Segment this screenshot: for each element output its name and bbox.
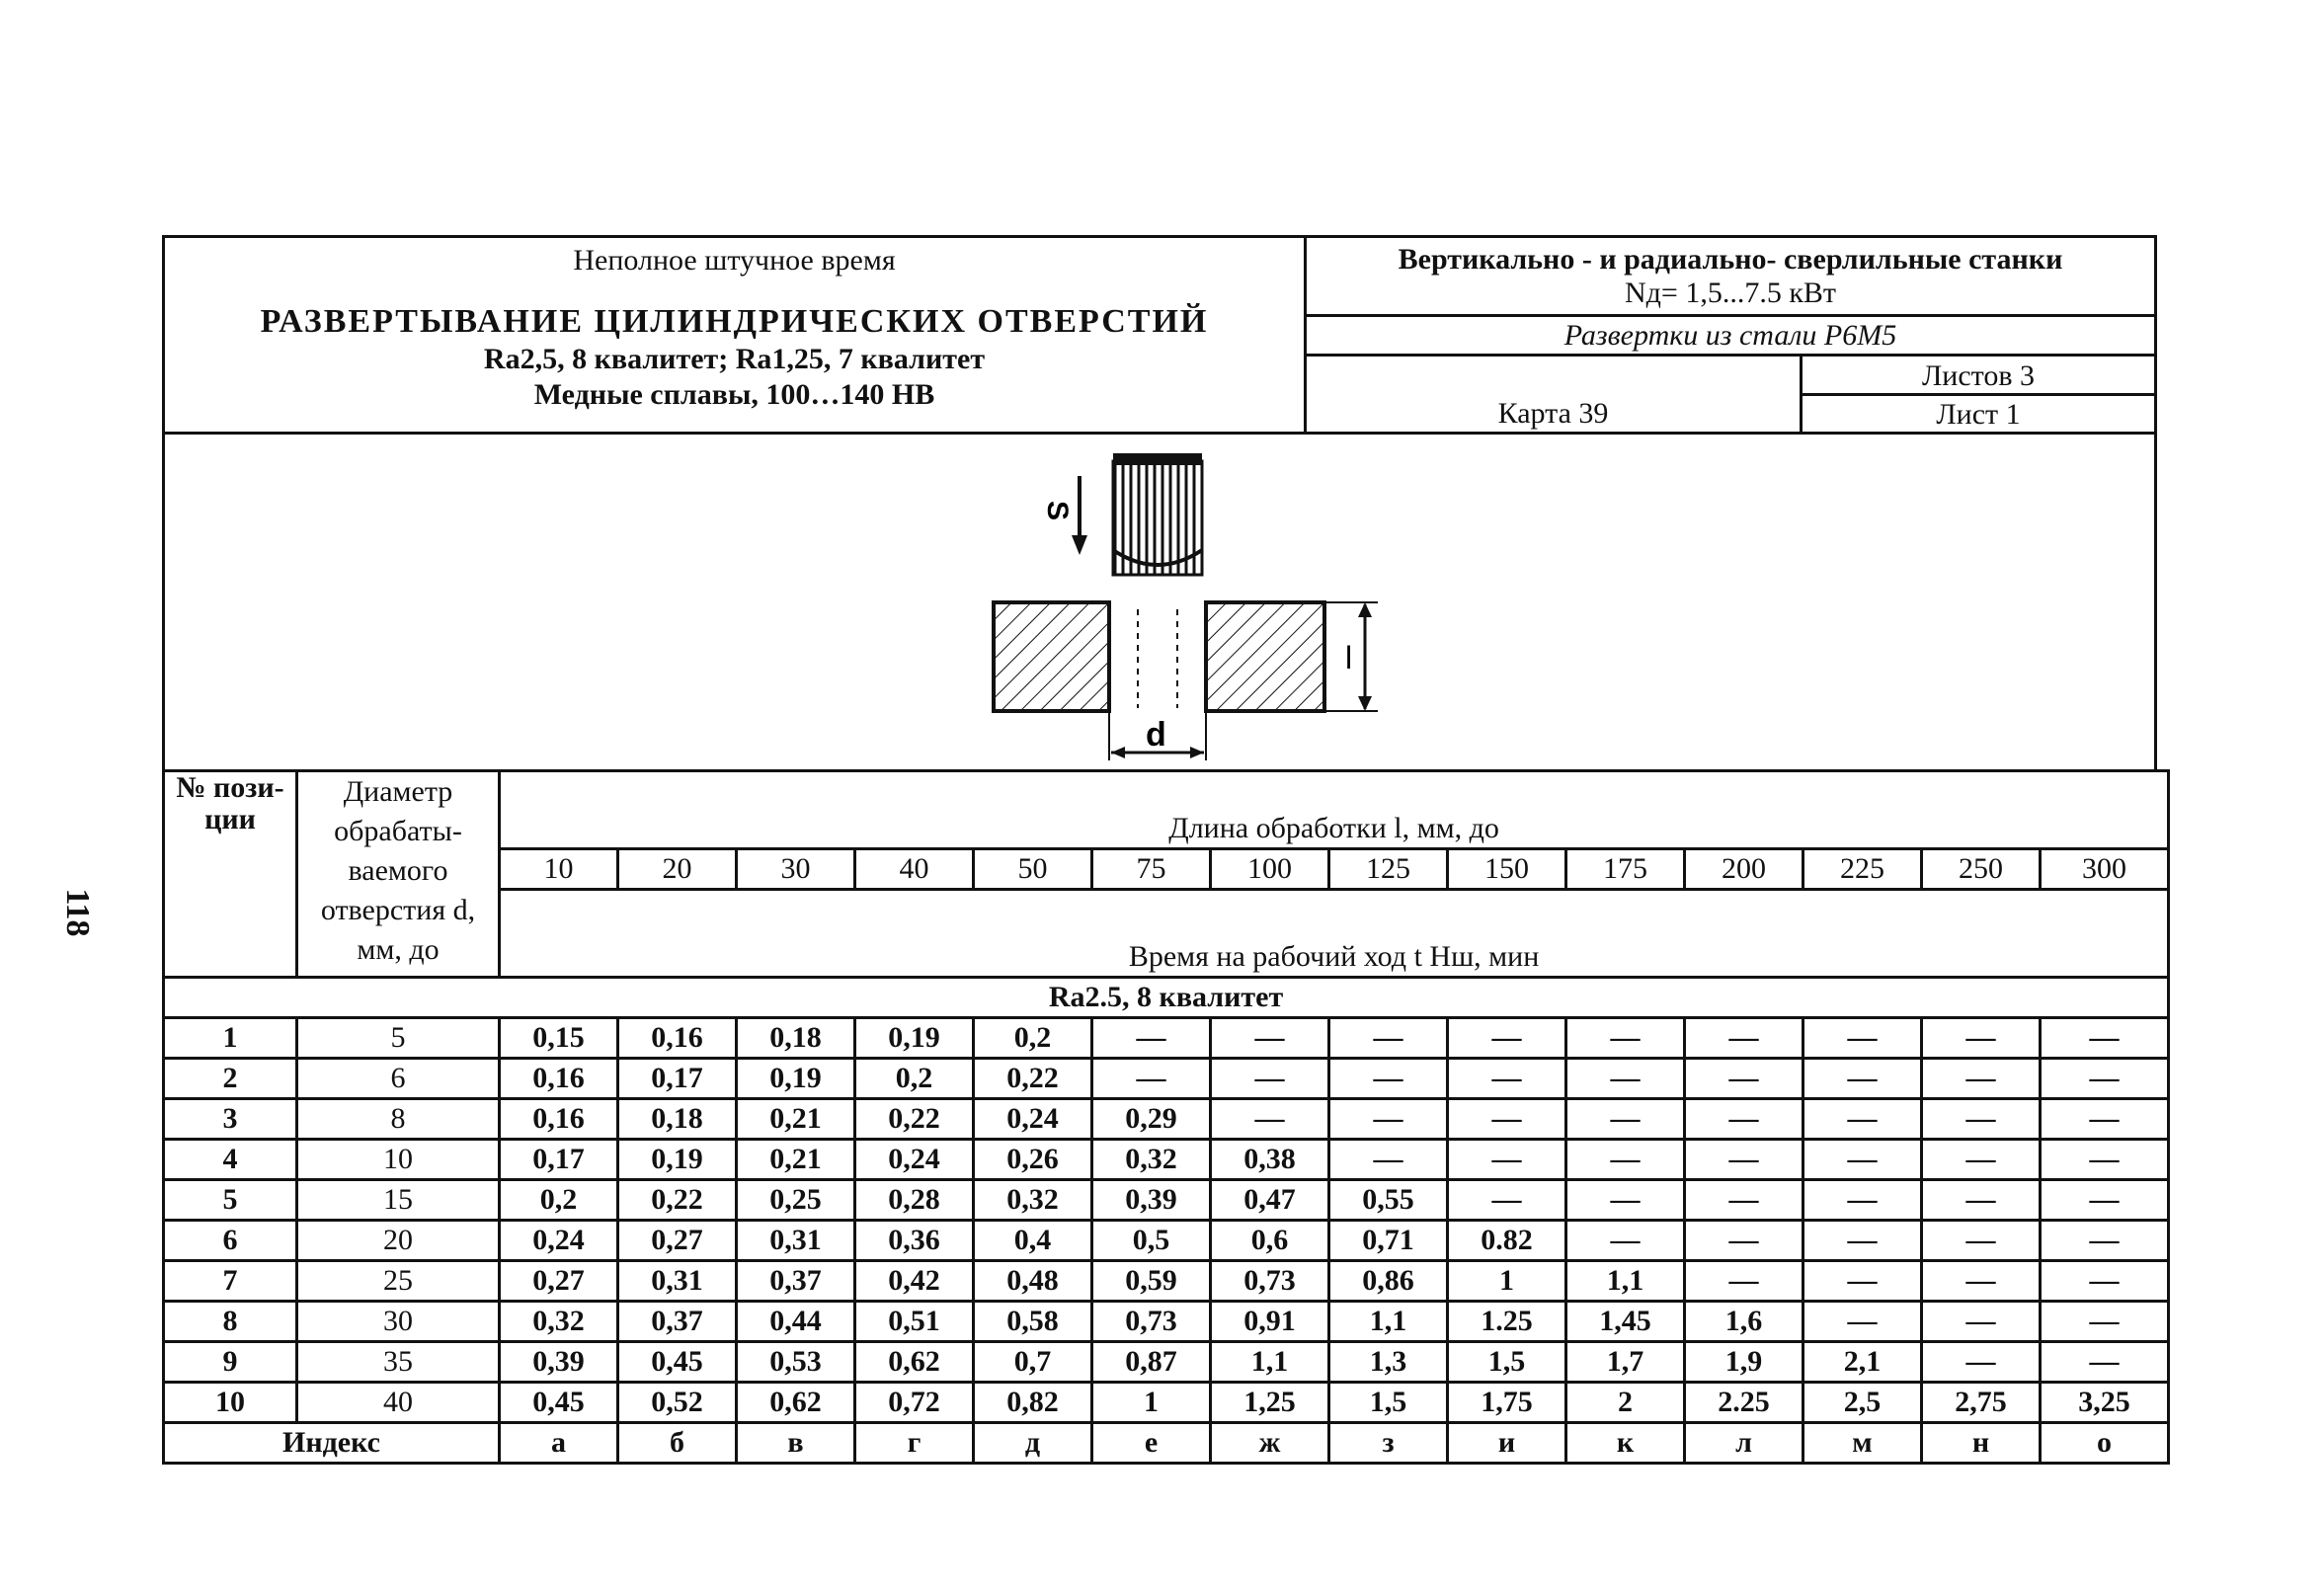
length-value: 225 (1803, 849, 1922, 890)
time-value: 0,91 (1211, 1302, 1329, 1342)
reaming-diagram (162, 432, 2157, 772)
time-value: 0,2 (974, 1018, 1092, 1059)
time-value: 0,25 (737, 1180, 855, 1221)
length-value: 250 (1922, 849, 2041, 890)
time-value: — (1448, 1140, 1566, 1180)
time-value: — (1448, 1099, 1566, 1140)
header-title: РАЗВЕРТЫВАНИЕ ЦИЛИНДРИЧЕСКИХ ОТВЕРСТИЙ (260, 303, 1209, 340)
time-value: — (2041, 1302, 2169, 1342)
time-value: 2,5 (1803, 1383, 1922, 1423)
row-diameter: 6 (297, 1059, 500, 1099)
row-position: 9 (164, 1342, 297, 1383)
time-value: 0,21 (737, 1140, 855, 1180)
time-value: 2,1 (1803, 1342, 1922, 1383)
time-header: Время на рабочий ход t Нш, мин (500, 890, 2169, 978)
row-position: 6 (164, 1221, 297, 1261)
index-value: о (2041, 1423, 2169, 1464)
header-title-block (165, 238, 1307, 432)
time-value: — (1092, 1018, 1211, 1059)
time-value: — (1803, 1302, 1922, 1342)
diameter-dimension-icon (1109, 711, 1206, 760)
time-value: 0,31 (618, 1261, 737, 1302)
time-value: 0,48 (974, 1261, 1092, 1302)
time-value: 0,38 (1211, 1140, 1329, 1180)
row-position: 8 (164, 1302, 297, 1342)
time-value: — (1803, 1180, 1922, 1221)
table-row (164, 1140, 2169, 1180)
time-value: 1.25 (1448, 1302, 1566, 1342)
time-value: — (1922, 1221, 2041, 1261)
time-value: 0,17 (500, 1140, 618, 1180)
time-value: 0,72 (855, 1383, 974, 1423)
length-label: l (1345, 640, 1353, 675)
time-value: 0,4 (974, 1221, 1092, 1261)
time-value: 0,39 (500, 1342, 618, 1383)
time-value: — (1803, 1099, 1922, 1140)
time-value: 0,2 (500, 1180, 618, 1221)
time-value: 0,22 (618, 1180, 737, 1221)
time-value: — (1566, 1059, 1685, 1099)
time-value: 0,32 (1092, 1140, 1211, 1180)
header-tool: Развертки из стали Р6М5 (1307, 317, 2154, 357)
time-value: — (1922, 1099, 2041, 1140)
header-subtitle: Неполное штучное время (573, 244, 896, 277)
length-value: 20 (618, 849, 737, 890)
time-value: — (1922, 1059, 2041, 1099)
length-value: 75 (1092, 849, 1211, 890)
index-value: и (1448, 1423, 1566, 1464)
header-machines (1307, 238, 2154, 317)
table-row (164, 1261, 2169, 1302)
time-value: 0,17 (618, 1059, 737, 1099)
time-value: — (1566, 1180, 1685, 1221)
index-value: л (1685, 1423, 1803, 1464)
time-value: 1,5 (1448, 1342, 1566, 1383)
reamer-icon (1113, 453, 1202, 575)
length-header: Длина обработки l, мм, до (500, 771, 2169, 849)
time-value: — (2041, 1261, 2169, 1302)
time-value: 0,37 (618, 1302, 737, 1342)
time-value: 1 (1092, 1383, 1211, 1423)
header-material-line: Медные сплавы, 100…140 НВ (533, 378, 935, 411)
index-value: з (1329, 1423, 1448, 1464)
time-value: 0,24 (974, 1099, 1092, 1140)
table-row (164, 1180, 2169, 1221)
row-diameter: 30 (297, 1302, 500, 1342)
row-position: 1 (164, 1018, 297, 1059)
time-value: — (2041, 1140, 2169, 1180)
header-row-1 (164, 771, 2169, 849)
time-value: 0,27 (618, 1221, 737, 1261)
time-value: — (1685, 1099, 1803, 1140)
header-info-block (1307, 238, 2154, 432)
row-position: 2 (164, 1059, 297, 1099)
time-value: 1,6 (1685, 1302, 1803, 1342)
time-value: — (1329, 1059, 1448, 1099)
feed-arrow-icon (1041, 476, 1087, 555)
card-header (162, 235, 2157, 435)
time-value: 0,32 (974, 1180, 1092, 1221)
time-value: 1,7 (1566, 1342, 1685, 1383)
time-value: — (1566, 1140, 1685, 1180)
row-position: 5 (164, 1180, 297, 1221)
index-value: д (974, 1423, 1092, 1464)
header-sheets-total: Листов 3 (1803, 357, 2154, 396)
time-value: 0,42 (855, 1261, 974, 1302)
time-value: 0,73 (1092, 1302, 1211, 1342)
row-position: 10 (164, 1383, 297, 1423)
time-value: 0,24 (500, 1221, 618, 1261)
time-value: 0,51 (855, 1302, 974, 1342)
time-value: — (1685, 1059, 1803, 1099)
time-value: — (1685, 1261, 1803, 1302)
time-value: — (1922, 1018, 2041, 1059)
time-value: 0,16 (500, 1059, 618, 1099)
header-quality-line: Ra2,5, 8 квалитет; Ra1,25, 7 квалитет (483, 343, 986, 375)
page-number: 118 (59, 888, 96, 937)
time-value: 0,24 (855, 1140, 974, 1180)
diameter-label: d (1146, 716, 1166, 754)
index-value: н (1922, 1423, 2041, 1464)
time-value: — (2041, 1221, 2169, 1261)
time-value: — (1448, 1018, 1566, 1059)
section-label: Ra2.5, 8 квалитет (164, 978, 2169, 1018)
time-value: 0,22 (974, 1059, 1092, 1099)
time-value: 0.82 (1448, 1221, 1566, 1261)
table-row (164, 1221, 2169, 1261)
index-value: м (1803, 1423, 1922, 1464)
time-value: — (1922, 1261, 2041, 1302)
time-value: — (2041, 1059, 2169, 1099)
table-row (164, 1342, 2169, 1383)
time-value: 1,45 (1566, 1302, 1685, 1342)
machines-text: Вертикально - и радиально- сверлильные станки (1398, 243, 2063, 276)
index-value: в (737, 1423, 855, 1464)
row-diameter: 25 (297, 1261, 500, 1302)
time-value: 0,45 (500, 1383, 618, 1423)
time-value: 1,1 (1566, 1261, 1685, 1302)
row-diameter: 15 (297, 1180, 500, 1221)
time-value: — (1803, 1261, 1922, 1302)
time-value: 0,86 (1329, 1261, 1448, 1302)
index-value: ж (1211, 1423, 1329, 1464)
time-value: — (2041, 1099, 2169, 1140)
time-value: 0,62 (855, 1342, 974, 1383)
time-value: 0,26 (974, 1140, 1092, 1180)
time-value: — (1922, 1342, 2041, 1383)
time-value: — (1211, 1099, 1329, 1140)
time-value: — (2041, 1180, 2169, 1221)
feed-label: S (1041, 501, 1074, 521)
time-value: 0,52 (618, 1383, 737, 1423)
time-value: 1,75 (1448, 1383, 1566, 1423)
time-value: 0,5 (1092, 1221, 1211, 1261)
row-position: 7 (164, 1261, 297, 1302)
row-position: 4 (164, 1140, 297, 1180)
time-value: — (1803, 1059, 1922, 1099)
time-value: 2 (1566, 1383, 1685, 1423)
length-value: 30 (737, 849, 855, 890)
time-value: 0,6 (1211, 1221, 1329, 1261)
index-value: г (855, 1423, 974, 1464)
length-dimension-icon (1324, 602, 1378, 711)
col-num-header: № пози- ции (164, 771, 297, 978)
time-value: — (1685, 1018, 1803, 1059)
time-value: 1,9 (1685, 1342, 1803, 1383)
index-label: Индекс (164, 1423, 500, 1464)
time-value: 0,62 (737, 1383, 855, 1423)
length-value: 50 (974, 849, 1092, 890)
time-value: — (1803, 1140, 1922, 1180)
time-value: 2.25 (1685, 1383, 1803, 1423)
index-value: б (618, 1423, 737, 1464)
diagram-svg (165, 432, 2154, 772)
time-value: 0,16 (618, 1018, 737, 1059)
time-value: — (1092, 1059, 1211, 1099)
length-value: 125 (1329, 849, 1448, 890)
index-value: к (1566, 1423, 1685, 1464)
row-diameter: 20 (297, 1221, 500, 1261)
length-value: 40 (855, 849, 974, 890)
time-value: 0,32 (500, 1302, 618, 1342)
time-value: 0,7 (974, 1342, 1092, 1383)
time-value: 0,19 (855, 1018, 974, 1059)
section-row (164, 978, 2169, 1018)
time-value: 0,18 (618, 1099, 737, 1140)
time-value: 1 (1448, 1261, 1566, 1302)
table-row (164, 1059, 2169, 1099)
time-value: 3,25 (2041, 1383, 2169, 1423)
table-row (164, 1099, 2169, 1140)
time-value: — (1685, 1180, 1803, 1221)
time-value: 0,36 (855, 1221, 974, 1261)
time-value: — (1329, 1018, 1448, 1059)
time-value: — (1211, 1018, 1329, 1059)
time-value: — (1922, 1180, 2041, 1221)
time-value: 0,45 (618, 1342, 737, 1383)
time-table (162, 769, 2170, 1465)
time-value: 0,39 (1092, 1180, 1211, 1221)
time-value: 1,5 (1329, 1383, 1448, 1423)
time-value: — (1922, 1302, 2041, 1342)
row-diameter: 10 (297, 1140, 500, 1180)
length-value: 100 (1211, 849, 1329, 890)
time-value: — (1803, 1018, 1922, 1059)
time-value: 0,19 (618, 1140, 737, 1180)
time-value: — (1211, 1059, 1329, 1099)
time-value: 0,55 (1329, 1180, 1448, 1221)
time-value: 1,25 (1211, 1383, 1329, 1423)
time-value: 1,1 (1211, 1342, 1329, 1383)
time-value: 0,82 (974, 1383, 1092, 1423)
time-value: 0,18 (737, 1018, 855, 1059)
time-value: — (1329, 1099, 1448, 1140)
index-row (164, 1423, 2169, 1464)
index-value: а (500, 1423, 618, 1464)
time-value: 0,29 (1092, 1099, 1211, 1140)
time-value: 0,2 (855, 1059, 974, 1099)
header-card-number: Карта 39 (1307, 357, 1803, 432)
time-value: 0,87 (1092, 1342, 1211, 1383)
length-value: 10 (500, 849, 618, 890)
time-value: — (1448, 1180, 1566, 1221)
length-value: 300 (2041, 849, 2169, 890)
row-position: 3 (164, 1099, 297, 1140)
header-sheet-number: Лист 1 (1936, 398, 2021, 431)
length-value: 150 (1448, 849, 1566, 890)
row-diameter: 5 (297, 1018, 500, 1059)
time-value: 0,59 (1092, 1261, 1211, 1302)
length-value: 175 (1566, 849, 1685, 890)
time-value: 0,27 (500, 1261, 618, 1302)
time-value: 0,21 (737, 1099, 855, 1140)
time-value: 0,31 (737, 1221, 855, 1261)
time-value: — (1803, 1221, 1922, 1261)
time-value: — (1329, 1140, 1448, 1180)
time-value: 0,15 (500, 1018, 618, 1059)
time-value: 0,73 (1211, 1261, 1329, 1302)
time-value: 0,47 (1211, 1180, 1329, 1221)
time-value: — (1922, 1140, 2041, 1180)
time-value: 0,58 (974, 1302, 1092, 1342)
time-value: — (1685, 1140, 1803, 1180)
row-diameter: 40 (297, 1383, 500, 1423)
time-value: 0,44 (737, 1302, 855, 1342)
index-value: е (1092, 1423, 1211, 1464)
table-body (164, 771, 2169, 1464)
time-value: 1,3 (1329, 1342, 1448, 1383)
time-value: — (1566, 1018, 1685, 1059)
table-row (164, 1302, 2169, 1342)
time-value: 0,22 (855, 1099, 974, 1140)
time-value: 0,19 (737, 1059, 855, 1099)
time-value: — (1685, 1221, 1803, 1261)
col-diam-header: Диаметр обрабаты- ваемого отверстия d, мм, до (297, 771, 500, 978)
time-value: 0,37 (737, 1261, 855, 1302)
time-value: 0,53 (737, 1342, 855, 1383)
time-value: 0,71 (1329, 1221, 1448, 1261)
time-value: 0,28 (855, 1180, 974, 1221)
time-value: — (2041, 1018, 2169, 1059)
length-value: 200 (1685, 849, 1803, 890)
time-value: — (1566, 1221, 1685, 1261)
time-value: 1,1 (1329, 1302, 1448, 1342)
row-diameter: 35 (297, 1342, 500, 1383)
table-row (164, 1383, 2169, 1423)
time-value: — (1566, 1099, 1685, 1140)
power-text: Nд= 1,5...7.5 кВт (1624, 277, 1837, 309)
time-value: 2,75 (1922, 1383, 2041, 1423)
workpiece-icon (994, 602, 1324, 711)
time-value: — (1448, 1059, 1566, 1099)
table-row (164, 1018, 2169, 1059)
time-value: — (2041, 1342, 2169, 1383)
row-diameter: 8 (297, 1099, 500, 1140)
time-value: 0,16 (500, 1099, 618, 1140)
